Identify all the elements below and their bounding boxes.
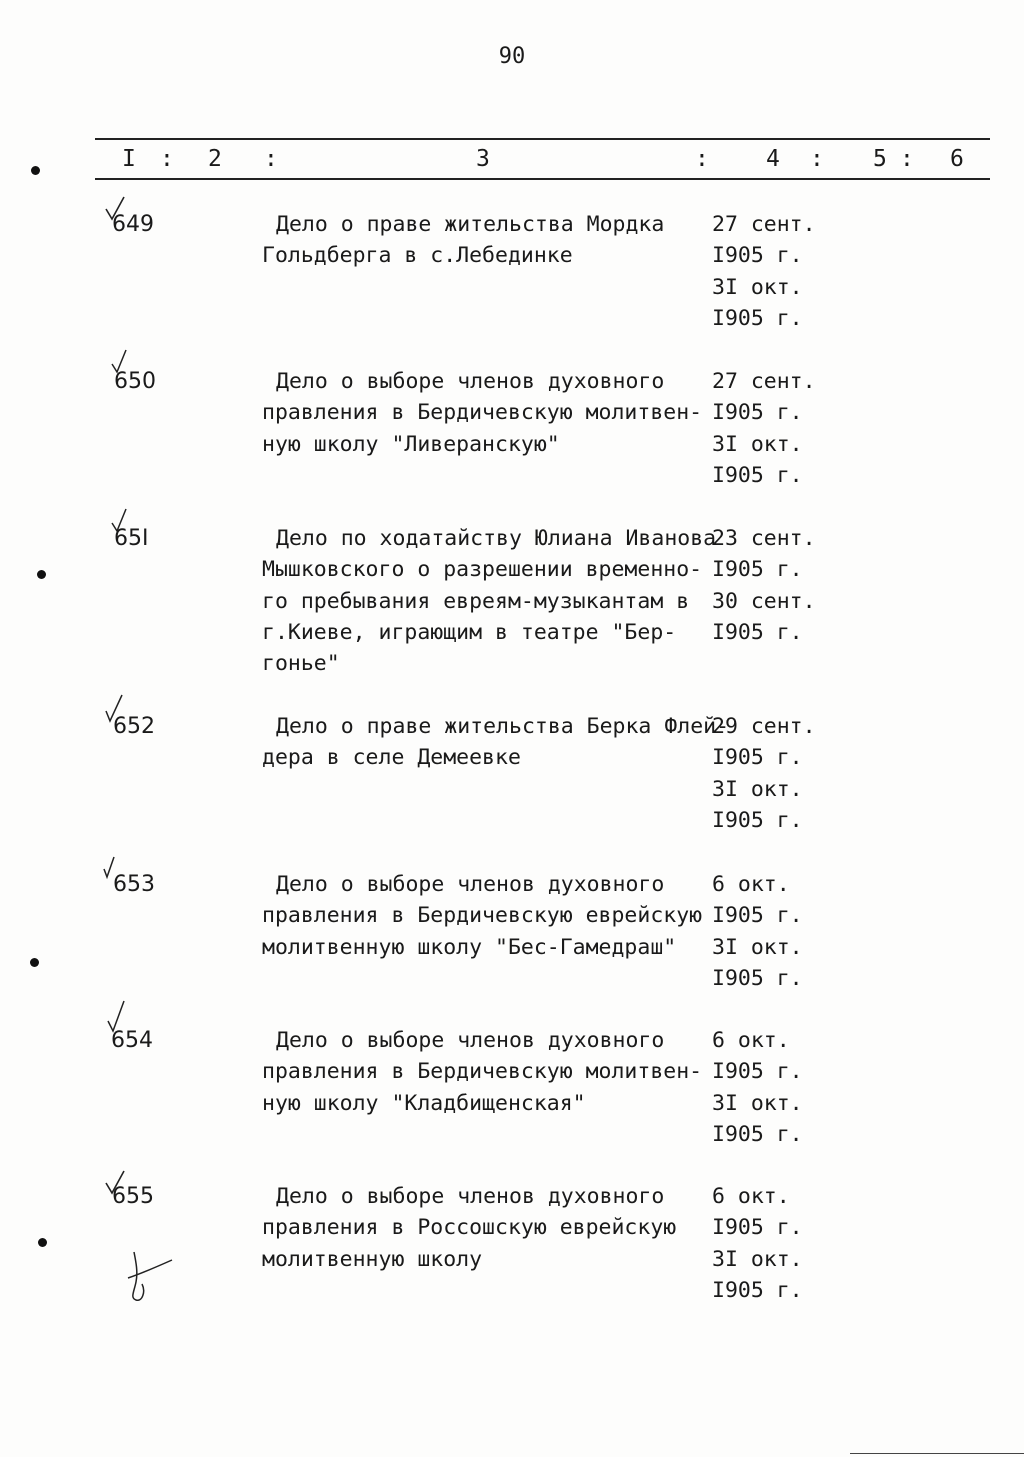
date-line: I905 г.	[712, 557, 803, 583]
entry-dates	[712, 869, 912, 994]
column-header-separator: :	[264, 146, 278, 172]
column-header-separator: :	[900, 146, 914, 172]
date-line: 27 сент.	[712, 369, 816, 394]
entry-description	[262, 711, 730, 774]
date-line: I905 г.	[712, 400, 803, 426]
date-line: 3I окт.	[712, 934, 803, 960]
date-line: I905 г.	[712, 1059, 803, 1085]
header-top-rule	[95, 138, 990, 140]
date-line: 3I окт.	[712, 776, 803, 802]
entry-description	[262, 366, 712, 460]
description-line: Мышковского о разрешении временно-	[262, 557, 703, 583]
description-line: Дело о выборе членов духовного	[276, 369, 665, 394]
description-line: правления в Бердичевскую молитвен-	[262, 1059, 703, 1085]
handwritten-mark-icon	[120, 1248, 180, 1308]
entry-dates	[712, 1181, 912, 1306]
date-line: I905 г.	[712, 965, 803, 991]
description-line: дера в селе Демеевке	[262, 745, 521, 771]
description-line: г.Киеве, играющим в театре "Бер-	[262, 619, 677, 645]
date-line: I905 г.	[712, 462, 803, 488]
column-header-separator: :	[695, 146, 709, 172]
date-line: 23 сент.	[712, 526, 816, 551]
date-line: I905 г.	[712, 745, 803, 771]
column-header-4: 4	[766, 146, 780, 172]
entry-number: 655	[112, 1184, 154, 1209]
entry-number: 652	[113, 714, 155, 739]
description-line: молитвенную школу "Бес-Гамедраш"	[262, 934, 677, 960]
description-line: гонье"	[262, 651, 340, 677]
date-line: 29 сент.	[712, 714, 816, 739]
description-line: правления в Россошскую еврейскую	[262, 1215, 677, 1241]
column-header-6: 6	[950, 146, 964, 172]
column-header-5: 5	[873, 146, 887, 172]
entry-dates	[712, 1025, 912, 1150]
entry-number: 653	[113, 872, 155, 897]
description-line: Дело о праве жительства Мордка	[276, 212, 665, 237]
date-line: I905 г.	[712, 1215, 803, 1241]
binder-hole-dot	[30, 958, 39, 967]
date-line: I905 г.	[712, 1277, 803, 1303]
entry-description	[262, 523, 717, 679]
entry-dates	[712, 711, 912, 836]
date-line: 3I окт.	[712, 1246, 803, 1272]
entry-number: 649	[112, 212, 154, 237]
date-line: I905 г.	[712, 619, 803, 645]
date-line: I905 г.	[712, 243, 803, 269]
description-line: Гольдберга в с.Лебединке	[262, 243, 573, 269]
date-line: 6 окт.	[712, 1184, 790, 1209]
entry-number: 654	[111, 1028, 153, 1053]
date-line: 6 окт.	[712, 1028, 790, 1053]
date-line: 6 окт.	[712, 872, 790, 897]
description-line: правления в Бердичевскую еврейскую	[262, 903, 703, 929]
entry-dates	[712, 366, 912, 491]
description-line: правления в Бердичевскую молитвен-	[262, 400, 703, 426]
date-line: I905 г.	[712, 903, 803, 929]
entry-dates	[712, 523, 912, 648]
entry-number: 650	[114, 369, 156, 394]
entry-description	[262, 1025, 712, 1119]
description-line: Дело по ходатайству Юлиана Иванова	[276, 526, 717, 551]
column-header-1: I	[122, 146, 136, 172]
binder-hole-dot	[31, 166, 40, 175]
description-line: го пребывания евреям-музыкантам в	[262, 588, 690, 614]
date-line: 3I окт.	[712, 274, 803, 300]
column-header-3: 3	[476, 146, 490, 172]
entry-description	[262, 1181, 712, 1275]
column-header-2: 2	[208, 146, 222, 172]
entry-description	[262, 869, 712, 963]
binder-hole-dot	[37, 570, 46, 579]
description-line: ную школу "Ливеранскую"	[262, 431, 560, 457]
date-line: 30 сент.	[712, 588, 816, 614]
page-number: 90	[498, 44, 526, 69]
date-line: I905 г.	[712, 807, 803, 833]
column-header-separator: :	[160, 146, 174, 172]
scan-edge-line	[850, 1453, 1024, 1454]
date-line: 27 сент.	[712, 212, 816, 237]
date-line: I905 г.	[712, 1121, 803, 1147]
entry-description	[262, 209, 712, 272]
description-line: молитвенную школу	[262, 1246, 483, 1272]
date-line: I905 г.	[712, 305, 803, 331]
date-line: 3I окт.	[712, 1090, 803, 1116]
description-line: Дело о выборе членов духовного	[276, 1184, 665, 1209]
description-line: ную школу "Кладбищенская"	[262, 1090, 586, 1116]
column-header-separator: :	[810, 146, 824, 172]
binder-hole-dot	[38, 1238, 47, 1247]
date-line: 3I окт.	[712, 431, 803, 457]
header-bottom-rule	[95, 178, 990, 180]
entry-number: 65I	[114, 526, 149, 551]
description-line: Дело о праве жительства Берка Флей-	[276, 714, 730, 739]
entry-dates	[712, 209, 912, 334]
description-line: Дело о выборе членов духовного	[276, 872, 665, 897]
description-line: Дело о выборе членов духовного	[276, 1028, 665, 1053]
